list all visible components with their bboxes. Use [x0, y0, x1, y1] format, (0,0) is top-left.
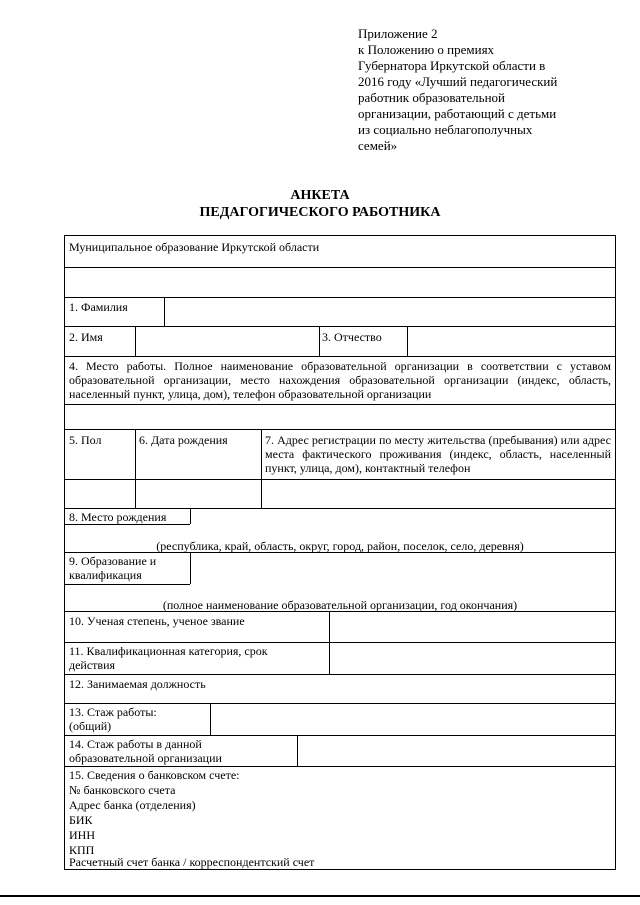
page-bottom-rule: [0, 895, 640, 897]
col-divider: [329, 611, 330, 674]
education-label-line1: 9. Образование и: [69, 554, 157, 568]
col-divider: [190, 508, 191, 524]
gender-label: 5. Пол: [69, 433, 102, 447]
cell-divider: [65, 584, 190, 585]
address-label: 7. Адрес регистрации по месту жительства (пребывания) или адрес места фактического проживания (индекс, область, населенный пункт, улица, дом), контактный телефон: [265, 433, 611, 475]
appendix-line: 2016 году «Лучший педагогический: [358, 74, 558, 89]
document-title: [0, 187, 640, 221]
category-label-line2: действия: [69, 658, 116, 672]
appendix-line: к Положению о премиях: [358, 42, 495, 57]
org-experience-label-line2: образовательной организации: [69, 751, 222, 765]
education-label-line2: квалификация: [69, 568, 142, 582]
row-divider: [65, 508, 615, 509]
degree-label: 10. Ученая степень, ученое звание: [69, 614, 245, 628]
col-divider: [135, 429, 136, 508]
col-divider: [135, 326, 136, 356]
row-divider: [65, 356, 615, 357]
appendix-line: работник образовательной: [358, 90, 505, 105]
municipality-label: Муниципальное образование Иркутской области: [69, 240, 320, 254]
position-label: 12. Занимаемая должность: [69, 677, 206, 691]
category-label-line1: 11. Квалификационная категория, срок: [69, 644, 268, 658]
org-experience-label-line1: 14. Стаж работы в данной: [69, 737, 202, 751]
appendix-line: Приложение 2: [358, 26, 438, 41]
row-divider: [65, 479, 615, 480]
appendix-line: из социально неблагополучных: [358, 122, 533, 137]
col-divider: [261, 429, 262, 508]
row-divider: [65, 766, 615, 767]
settlement-account-label: Расчетный счет банка / корреспондентский счет: [69, 855, 315, 869]
col-divider: [190, 552, 191, 584]
title-line-2: ПЕДАГОГИЧЕСКОГО РАБОТНИКА: [199, 205, 441, 220]
col-divider: [407, 326, 408, 356]
col-divider: [319, 326, 320, 356]
col-divider: [164, 297, 165, 326]
bank-details-label: 15. Сведения о банковском счете:: [69, 768, 240, 782]
kpp-label: КПП: [69, 843, 95, 857]
experience-label-line2: (общий): [69, 719, 112, 733]
row-divider: [65, 642, 615, 643]
row-divider: [65, 267, 615, 268]
education-hint: (полное наименование образовательной организации, год окончания): [162, 598, 518, 612]
row-divider: [65, 674, 615, 675]
workplace-label: 4. Место работы. Полное наименование образовательной организации в соответствии с уставом образовательной организации, место нахождения образовательной организации (индекс, область, населенный пункт, улица, дом), телефон образовательной организации: [69, 359, 611, 401]
row-divider: [65, 297, 615, 298]
birthplace-hint: (республика, край, область, округ, город, район, поселок, село, деревня): [156, 539, 524, 553]
appendix-header: [358, 26, 616, 154]
row-divider: [65, 404, 615, 405]
row-divider: [65, 326, 615, 327]
appendix-line: организации, работающий с детьми: [358, 106, 557, 121]
surname-label: 1. Фамилия: [69, 300, 128, 314]
questionnaire-form: [64, 235, 616, 870]
bank-address-label: Адрес банка (отделения): [69, 798, 196, 812]
birth-date-label: 6. Дата рождения: [139, 433, 228, 447]
appendix-line: Губернатора Иркутской области в: [358, 58, 546, 73]
patronymic-label: 3. Отчество: [322, 330, 382, 344]
col-divider: [297, 735, 298, 766]
birthplace-label: 8. Место рождения: [69, 510, 167, 524]
appendix-line: семей»: [358, 138, 398, 153]
row-divider: [65, 703, 615, 704]
row-divider: [65, 735, 615, 736]
title-line-1: АНКЕТА: [290, 188, 350, 203]
bank-account-label: № банковского счета: [69, 783, 176, 797]
col-divider: [210, 703, 211, 735]
inn-label: ИНН: [69, 828, 95, 842]
bik-label: БИК: [69, 813, 93, 827]
first-name-label: 2. Имя: [69, 330, 103, 344]
row-divider: [65, 429, 615, 430]
cell-divider: [65, 524, 190, 525]
experience-label-line1: 13. Стаж работы:: [69, 705, 157, 719]
